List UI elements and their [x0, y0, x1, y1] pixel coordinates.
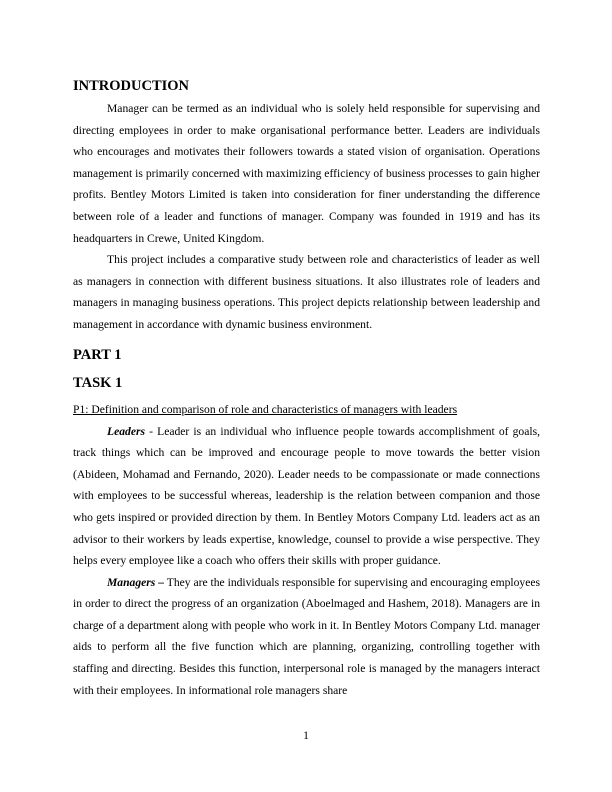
managers-paragraph — [73, 572, 540, 702]
leaders-text: - Leader is an individual who influence people towards accomplishment of goals, track things which can be improved and encourage people to move towards the better vision (Abideen, Mohamad and Fernando, 2020). Leader needs to be compassionate or made connections with employees to be successful whereas, leadership is the relation between companion and those who gets inspired or provided direction by them. In Bentley Motors Company Ltd. leaders act as an advisor to their workers by leads expertise, knowledge, counsel to provide a wise perspective. They helps every employee like a coach who offers their skills with proper guidance. — [73, 424, 540, 568]
part-heading: PART 1 — [73, 346, 122, 363]
task-heading: TASK 1 — [73, 374, 123, 391]
managers-text: They are the individuals responsible for supervising and encouraging employees in order to direct the progress of an organization (Aboelmaged and Hashem, 2018). Managers are in charge of a department along with people who work in it. In Bentley Motors Company Ltd. manager aids to perform all the five function which are planning, organizing, controlling together with staffing and directing. Besides this function, interpersonal role is managed by the managers interact with their employees. In informational role managers share — [73, 575, 540, 697]
introduction-paragraph-1: Manager can be termed as an individual who is solely held responsible for supervising and directing employees in order to make organisational performance better. Leaders are individuals who encourages and motivates their followers towards a stated vision of organisation. Operations management is primarily concerned with maximizing efficiency of business processes to gain higher profits. Bentley Motors Limited is taken into consideration for finer understanding the difference between role of a leader and functions of manager. Company was founded in 1919 and has its headquarters in Crewe, United Kingdom. — [73, 102, 540, 245]
introduction-heading: INTRODUCTION — [73, 78, 190, 94]
leaders-paragraph — [73, 421, 540, 572]
managers-term: Managers – — [107, 575, 165, 589]
leaders-term: Leaders — [107, 424, 145, 438]
task-subheading: P1: Definition and comparison of role and characteristics of managers with leaders — [73, 402, 458, 416]
page-content — [73, 77, 540, 701]
page-number: 1 — [303, 729, 309, 742]
introduction-paragraph-2: This project includes a comparative study between role and characteristics of leader as well as managers in connection with different business situations. It also illustrates role of leaders and managers in managing business operations. This project depicts relationship between leadership and management in accordance with dynamic business environment. — [73, 253, 540, 331]
